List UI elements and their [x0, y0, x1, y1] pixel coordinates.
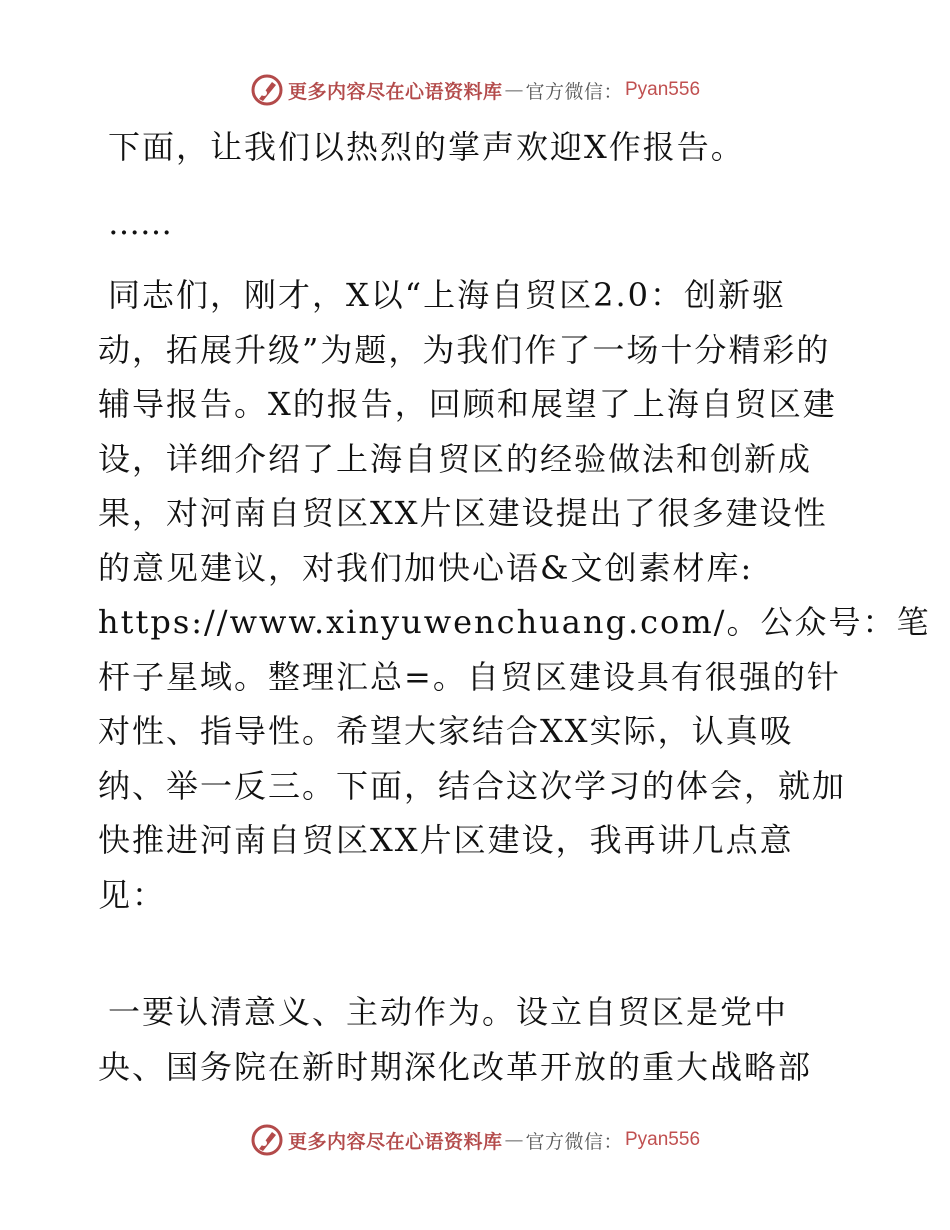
- text-line: 果，对河南自贸区XX片区建设提出了很多建设性: [98, 494, 828, 532]
- text-line: 的意见建议，对我们加快心语&文创素材库:: [98, 548, 754, 587]
- banner-separator: —: [504, 79, 524, 101]
- text-line: 纳、举一反三。下面，结合这次学习的体会，就加: [98, 766, 847, 805]
- banner-subtitle: 官方微信：: [525, 1130, 623, 1153]
- text-line: 对性、指导性。希望大家结合XX实际，认真吸: [98, 712, 794, 750]
- banner-account: Pyan556: [625, 79, 701, 100]
- text-line: https://www.xinyuwenchuang.com/。公众号：笔: [98, 603, 931, 641]
- text-line: 下面，让我们以热烈的掌声欢迎X作报告。: [108, 128, 745, 166]
- text-line: 设，详细介绍了上海自贸区的经验做法和创新成: [98, 439, 813, 478]
- text-line: 见：: [98, 875, 167, 914]
- footer-watermark-banner: [0, 1120, 950, 1160]
- text-line: 辅导报告。X的报告，回顾和展望了上海自贸区建: [98, 385, 837, 423]
- banner-title: 更多内容尽在心语资料库: [287, 80, 503, 103]
- text-line: 一要认清意义、主动作为。设立自贸区是党中: [108, 993, 789, 1031]
- text-line: 同志们，刚才，X以“上海自贸区2.0：创新驱: [108, 276, 787, 314]
- paragraph-ellipsis: [108, 196, 868, 251]
- text-line: ……: [108, 204, 172, 242]
- text-line: 央、国务院在新时期深化改革开放的重大战略部: [98, 1047, 813, 1086]
- pen-logo-icon: [250, 73, 284, 107]
- banner-subtitle: 官方微信：: [525, 80, 623, 103]
- banner-account: Pyan556: [625, 1129, 701, 1150]
- text-line: 杆子星域。整理汇总=。自贸区建设具有很强的针: [98, 657, 841, 696]
- paragraph-main: [98, 268, 931, 922]
- pen-logo-icon: [250, 1123, 284, 1157]
- banner-separator: —: [504, 1129, 524, 1151]
- text-line: 快推进河南自贸区XX片区建设，我再讲几点意: [98, 821, 794, 859]
- text-line: 动，拓展升级”为题，为我们作了一场十分精彩的: [98, 330, 831, 369]
- banner-title: 更多内容尽在心语资料库: [287, 1130, 503, 1153]
- paragraph-point-one: [98, 985, 858, 1094]
- header-watermark-banner: [0, 70, 950, 110]
- paragraph-intro: [108, 120, 868, 175]
